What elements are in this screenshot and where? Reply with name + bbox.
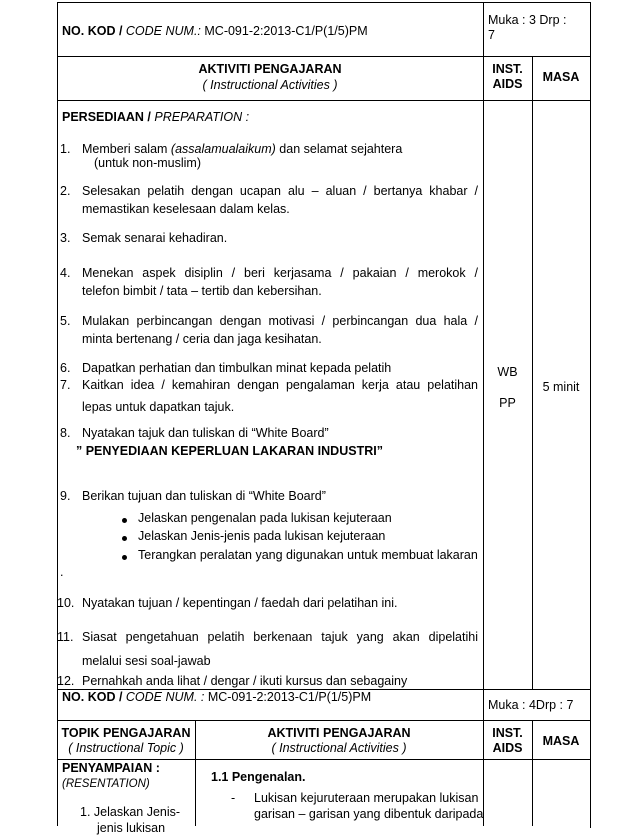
prep-item-3: 3. Semak senarai kehadiran.	[60, 231, 228, 245]
prep-item-10: 10. Nyatakan tujuan / kepentingan / faedah dari pelatihan ini.	[57, 596, 398, 610]
code-number-1: NO. KOD / CODE NUM.: MC-091-2:2013-C1/P(1/5)PM	[62, 24, 368, 38]
section-introduction: 1.1 Pengenalan.	[211, 770, 306, 784]
activities-heading-2: AKTIVITI PENGAJARAN	[267, 726, 411, 740]
page-number-1: Muka : 3 Drp : 7	[488, 13, 567, 42]
table2-header-page-divider	[483, 689, 484, 720]
topic-heading-en: ( Instructional Topic )	[68, 741, 184, 755]
table-border-top	[57, 2, 591, 3]
code-number-2: NO. KOD / CODE NUM. : MC-091-2:2013-C1/P(1/5)PM	[62, 690, 372, 704]
activities-heading-en-2: ( Instructional Activities )	[271, 741, 407, 755]
prep-item-4: 4. Menekan aspek disiplin / beri kerjasama / pakaian / merokok / telefon bimbit / tata – tertib dan kebersihan.	[60, 266, 478, 298]
header-page-divider	[483, 2, 484, 57]
masa-heading-2: MASA	[542, 734, 580, 748]
table2-colhead-divider	[57, 759, 591, 760]
prep-item-11: 11. Siasat pengetahuan pelatih berkenaan tajuk yang akan dipelatihi melalui sesi soal-jawab	[57, 630, 478, 668]
stray-dot: .	[60, 565, 64, 579]
table2-header-divider	[57, 720, 591, 721]
prep-item-12: 12. Pernahkah anda lihat / dengar / ikuti kursus dan sebagainy	[57, 674, 408, 688]
table-border-left	[57, 2, 58, 689]
prep-item-1: 1. Memberi salam (assalamualaikum) dan selamat sejahtera	[60, 142, 403, 156]
prep-item-8: 8. Nyatakan tajuk dan tuliskan di “White Board”	[60, 426, 329, 440]
prep-item-1-line2: (untuk non-muslim)	[94, 156, 201, 170]
presentation-item-1: 1. Jelaskan Jenis-	[80, 805, 181, 819]
page-number-2: Muka : 4Drp : 7	[488, 698, 574, 712]
table2-border-left	[57, 689, 58, 826]
aid-pp: PP	[499, 396, 516, 410]
prep-item-6: 6. Dapatkan perhatian dan timbulkan minat kepada pelatih	[60, 361, 392, 375]
prep-item-2: 2. Selesakan pelatih dengan ucapan alu – aluan / bertanya khabar / memastikan keselesaan dalam kelas.	[60, 184, 478, 216]
colhead-divider	[57, 100, 591, 101]
header-divider	[57, 56, 591, 57]
inst-heading: INST. AIDS	[492, 62, 523, 91]
preparation-title: PERSEDIAAN / PREPARATION :	[62, 110, 250, 124]
bullet-item-2: Jelaskan Jenis-jenis pada lukisan kejuteraan	[138, 529, 385, 544]
time-allocation: 5 minit	[542, 380, 580, 394]
presentation-item-1-cut: jenis lukisan	[97, 821, 166, 835]
lesson-topic: ” PENYEDIAAN KEPERLUAN LAKARAN INDUSTRI”	[76, 444, 383, 458]
masa-heading: MASA	[542, 70, 580, 84]
aid-whiteboard: WB	[497, 365, 518, 379]
activities-heading-en: ( Instructional Activities )	[202, 78, 338, 92]
presentation-title: PENYAMPAIAN :	[62, 761, 160, 775]
bullet-item-1: Jelaskan pengenalan pada lukisan kejuteraan	[138, 511, 392, 526]
table-border-right	[590, 2, 591, 828]
activities-heading: AKTIVITI PENGAJARAN	[198, 62, 342, 76]
topic-heading: TOPIK PENGAJARAN	[61, 726, 191, 740]
dash-marker: -	[231, 791, 236, 805]
intro-line-1: Lukisan kejuruteraan merupakan lukisan	[254, 791, 479, 805]
intro-line-2: garisan – garisan yang dibentuk daripada	[254, 807, 484, 821]
presentation-subtitle: (RESENTATION)	[62, 778, 150, 790]
inst-heading-2: INST. AIDS	[492, 726, 523, 755]
prep-item-7: 7. Kaitkan idea / kemahiran dengan pengalaman kerja atau pelatihan lepas untuk dapatkan tajuk.	[60, 378, 478, 414]
prep-item-9: 9. Berikan tujuan dan tuliskan di “White Board”	[60, 489, 326, 503]
col-divider-masa	[532, 56, 533, 689]
prep-item-5: 5. Mulakan perbincangan dengan motivasi / perbincangan dua hala / minta bertenang / ceria dan jaga kesihatan.	[60, 314, 478, 346]
bullet-item-3: Terangkan peralatan yang digunakan untuk membuat lakaran	[138, 548, 478, 563]
